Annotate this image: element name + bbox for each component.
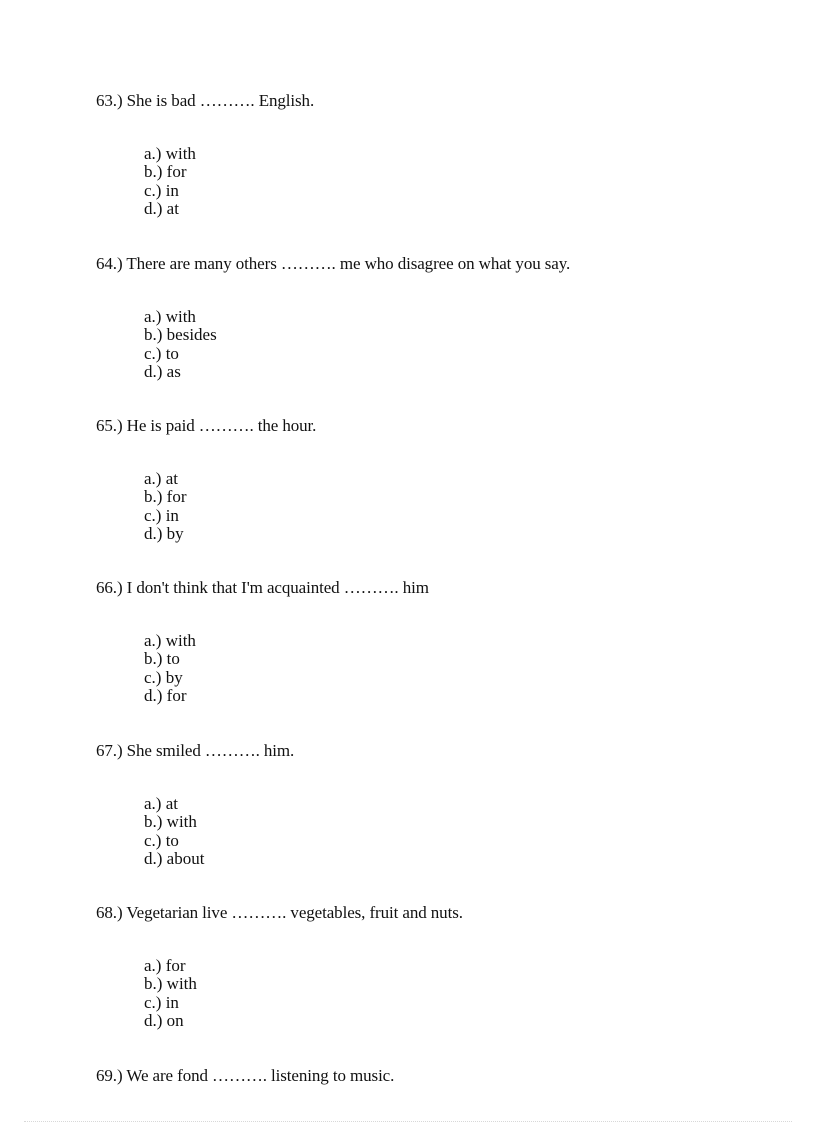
option-b: b.) to	[144, 649, 180, 669]
question-text: 66.) I don't think that I'm acquainted ………. him	[96, 578, 429, 597]
answer-options	[144, 145, 196, 218]
option-a: a.) with	[144, 631, 196, 650]
option-d: d.) for	[144, 685, 187, 705]
answer-options	[144, 957, 197, 1030]
option-a: a.) for	[144, 956, 186, 975]
option-d: d.) at	[144, 198, 179, 218]
answer-options	[144, 795, 204, 868]
option-b: b.) for	[144, 162, 187, 182]
option-d: d.) as	[144, 361, 181, 381]
question-66	[96, 578, 776, 705]
option-a: a.) at	[144, 794, 178, 813]
option-a: a.) with	[144, 144, 196, 163]
option-d: d.) about	[144, 848, 205, 868]
option-c: c.) in	[144, 180, 179, 200]
question-67	[96, 741, 776, 868]
question-65	[96, 416, 776, 543]
question-69	[96, 1066, 776, 1086]
option-c: c.) by	[144, 667, 183, 687]
page-bottom-divider	[24, 1121, 792, 1122]
question-64	[96, 254, 776, 381]
question-text: 67.) She smiled ………. him.	[96, 741, 295, 760]
option-c: c.) to	[144, 830, 179, 850]
option-b: b.) with	[144, 812, 197, 832]
option-d: d.) on	[144, 1010, 184, 1030]
question-text: 68.) Vegetarian live ………. vegetables, fruit and nuts.	[96, 903, 463, 922]
question-63	[96, 91, 776, 218]
answer-options	[144, 308, 217, 381]
option-b: b.) with	[144, 974, 197, 994]
question-text: 64.) There are many others ………. me who disagree on what you say.	[96, 254, 571, 273]
question-text: 63.) She is bad ………. English.	[96, 91, 315, 110]
option-c: c.) in	[144, 505, 179, 525]
question-68	[96, 903, 776, 1030]
option-b: b.) besides	[144, 325, 217, 345]
option-a: a.) with	[144, 307, 196, 326]
question-text: 69.) We are fond ………. listening to music.	[96, 1066, 395, 1085]
option-d: d.) by	[144, 523, 184, 543]
option-c: c.) to	[144, 343, 179, 363]
option-a: a.) at	[144, 469, 178, 488]
option-b: b.) for	[144, 487, 187, 507]
option-c: c.) in	[144, 992, 179, 1012]
answer-options	[144, 470, 186, 543]
answer-options	[144, 632, 196, 705]
question-text: 65.) He is paid ………. the hour.	[96, 416, 317, 435]
